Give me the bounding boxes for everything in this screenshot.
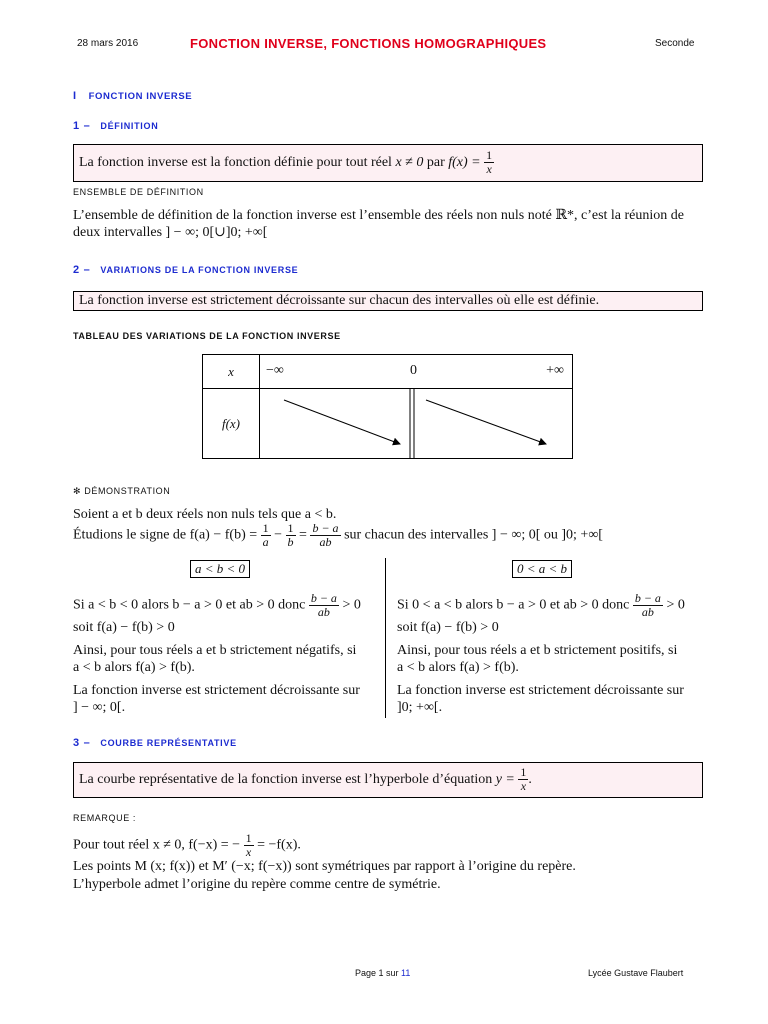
right-result-2: ]0; +∞[. [397,700,443,715]
fraction-denominator: ab [641,605,654,619]
frac-b-minus-a [310,522,340,549]
fraction-numerator: b − a [310,591,337,605]
demo-prefix: Étudions le signe de f(a) − f(b) = [73,527,258,543]
table-fx-header: f(x) [203,389,260,459]
fraction-denominator: x [486,162,492,177]
subsection-number: 2 – [73,264,91,276]
definition-fx: f(x) = [448,155,481,170]
fraction-denominator: x [245,845,252,859]
demo-line-2 [73,522,603,549]
remark-line-3: L’hyperbole admet l’origine du repère comme centre de symétrie. [73,877,441,892]
subsection-title: VARIATIONS DE LA FONCTION INVERSE [100,265,299,275]
fraction-numerator: 1 [262,521,269,535]
frac-1-b [286,522,296,549]
subsection-curve [73,737,237,749]
left-conclusion: soit f(a) − f(b) > 0 [73,620,175,635]
right-ainsi-2: a < b alors f(a) > f(b). [397,660,519,675]
equals-sign: = [299,527,307,543]
fraction-numerator: 1 [287,521,294,535]
school-name: Lycée Gustave Flaubert [588,968,684,978]
right-positive: > 0 [666,597,685,613]
definition-text: La fonction inverse est la fonction définie pour tout réel [79,155,392,170]
right-condition-line [397,592,702,619]
case-right-box: 0 < a < b [512,560,572,578]
right-fraction [633,592,663,619]
remark-line-2: Les points M (x; f(x)) et M′ (−x; f(−x)) sont symétriques par rapport à l’origine du repère. [73,859,576,874]
table-label: TABLEAU DES VARIATIONS DE LA FONCTION INVERSE [73,331,341,341]
domain-paragraph [73,207,713,241]
fraction-numerator: b − a [634,591,661,605]
domain-label: ENSEMBLE DE DÉFINITION [73,187,204,197]
page-indicator [355,968,410,978]
left-result-1: La fonction inverse est strictement décroissante sur [73,683,360,698]
case-left-box: a < b < 0 [190,560,250,578]
left-ainsi-1: Ainsi, pour tous réels a et b strictement négatifs, si [73,643,357,658]
definition-fraction [484,149,494,176]
demonstration-label: ✻ DÉMONSTRATION [73,486,171,496]
curve-fraction [518,766,528,793]
fraction-numerator: b − a [312,521,339,535]
minus-sign: − [274,527,283,543]
fraction-denominator: ab [317,605,330,619]
right-ainsi-1: Ainsi, pour tous réels a et b strictement positifs, si [397,643,678,658]
table-zero: 0 [410,363,417,378]
curve-y: y = [495,772,515,787]
fraction-numerator: 1 [245,831,252,845]
fraction-denominator: a [262,535,269,549]
curve-box [73,762,703,798]
left-fraction [309,592,339,619]
table-minus-inf: −∞ [266,363,284,378]
fraction-denominator: ab [319,535,332,549]
subsection-definition [73,120,158,132]
left-ainsi-2: a < b alors f(a) > f(b). [73,660,195,675]
frac-1-a [261,522,271,549]
left-condition: Si a < b < 0 alors b − a > 0 et ab > 0 donc [73,597,306,613]
remark-suffix: = −f(x). [257,837,301,853]
fraction-numerator: 1 [486,148,493,163]
variations-box: La fonction inverse est strictement décroissante sur chacun des intervalles où elle est définie. [73,291,703,311]
domain-line-2: deux intervalles ] − ∞; 0[∪]0; +∞[ [73,225,268,240]
remark-line-1 [73,832,301,859]
subsection-variations [73,264,298,276]
fraction-denominator: b [287,535,294,549]
page-prefix: Page 1 sur [355,968,399,978]
left-positive: > 0 [342,597,361,613]
section-number: I [73,90,77,102]
left-column [73,592,378,716]
left-result-2: ] − ∞; 0[. [73,700,126,715]
right-result-1: La fonction inverse est strictement décroissante sur [397,683,684,698]
header-date: 28 mars 2016 [77,38,139,49]
right-column [397,592,702,716]
section-title: FONCTION INVERSE [88,91,193,102]
right-conclusion: soit f(a) − f(b) > 0 [397,620,499,635]
variation-arrows [260,389,570,458]
subsection-title: DÉFINITION [100,121,159,131]
page-total-link[interactable]: 11 [401,968,411,978]
remark-label: REMARQUE : [73,813,137,823]
remark-fraction [244,832,254,859]
domain-line-1: L’ensemble de définition de la fonction inverse est l’ensemble des réels non nuls noté ℝ*, c’est la réunion de [73,208,684,223]
subsection-number: 3 – [73,737,91,749]
fraction-denominator: x [520,779,527,794]
left-condition-line [73,592,378,619]
definition-box [73,144,703,182]
subsection-title: COURBE REPRÉSENTATIVE [100,738,237,748]
demo-line-1: Soient a et b deux réels non nuls tels que a < b. [73,507,337,522]
header-level: Seconde [655,38,695,49]
right-condition: Si 0 < a < b alors b − a > 0 et ab > 0 donc [397,597,630,613]
definition-condition: x ≠ 0 [395,155,424,170]
table-x-values [260,355,573,389]
remark-prefix: Pour tout réel x ≠ 0, f(−x) = − [73,837,241,853]
section-heading [73,90,192,102]
definition-par: par [426,155,445,170]
subsection-number: 1 – [73,120,91,132]
table-x-header: x [203,355,260,389]
decreasing-arrow-right [426,400,546,444]
curve-dot: . [528,772,532,787]
table-fx-arrows [260,389,573,459]
demo-suffix: sur chacun des intervalles ] − ∞; 0[ ou ]0; +∞[ [344,527,603,543]
table-plus-inf: +∞ [546,363,564,378]
fraction-numerator: 1 [520,765,527,780]
column-divider [385,558,386,718]
variation-table [202,354,573,459]
page-title: FONCTION INVERSE, FONCTIONS HOMOGRAPHIQUES [190,36,547,51]
decreasing-arrow-left [284,400,400,444]
curve-text: La courbe représentative de la fonction inverse est l’hyperbole d’équation [79,772,493,787]
